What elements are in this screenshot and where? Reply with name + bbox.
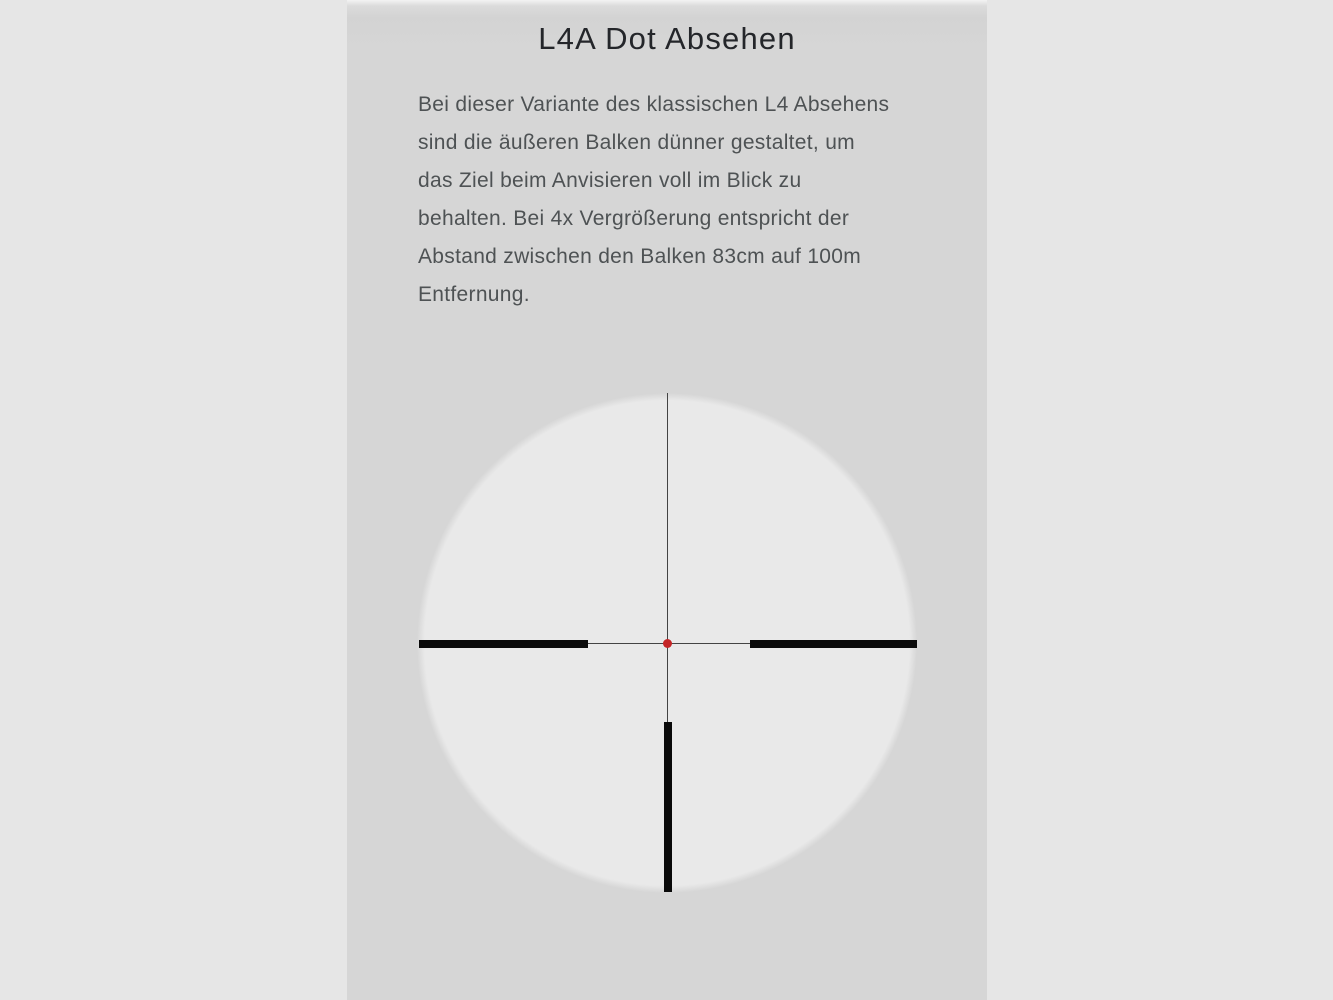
description-line: das Ziel beim Anvisieren voll im Blick zu bbox=[418, 169, 802, 192]
reticle-bar-right bbox=[750, 640, 917, 648]
description-text bbox=[418, 86, 938, 314]
reticle-center-dot-icon bbox=[663, 639, 672, 648]
reticle-bar-bottom bbox=[664, 722, 672, 892]
reticle-bar-left bbox=[419, 640, 588, 648]
reticle-info-panel bbox=[347, 0, 987, 1000]
page-title: L4A Dot Absehen bbox=[538, 21, 796, 56]
description-line: Abstand zwischen den Balken 83cm auf 100m bbox=[418, 245, 862, 268]
description-line: sind die äußeren Balken dünner gestaltet, um bbox=[418, 131, 855, 154]
reticle-diagram bbox=[417, 393, 917, 893]
reticle-hairline-vertical bbox=[667, 393, 668, 722]
description-line: Bei dieser Variante des klassischen L4 Absehens bbox=[418, 93, 890, 116]
description-line: behalten. Bei 4x Vergrößerung entspricht der bbox=[418, 207, 850, 230]
description-line: Entfernung. bbox=[418, 283, 530, 306]
